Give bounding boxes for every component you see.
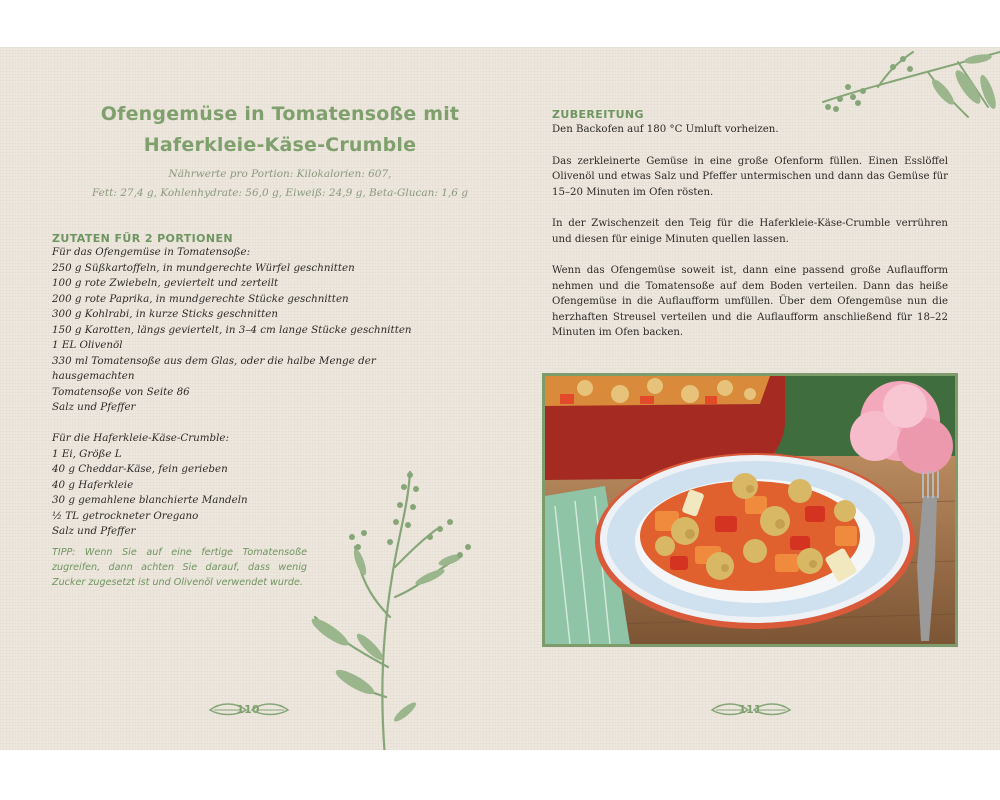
nutrition-line-2: Fett: 27,4 g, Kohlenhydrate: 56,0 g, Eiweiß: 24,9 g, Beta-Glucan: 1,6 g [91, 187, 469, 199]
ingredient-item: 330 ml Tomatensoße aus dem Glas, oder die halbe Menge der hausgemachten [52, 354, 376, 382]
ingredient-item: 30 g gemahlene blanchierte Mandeln [52, 494, 248, 506]
preparation-section [552, 107, 948, 357]
book-spread [0, 47, 1000, 750]
ingredients-heading: ZUTATEN FÜR 2 PORTIONEN [52, 232, 233, 245]
preparation-step: Wenn das Ofengemüse soweit ist, dann eine passend große Auflaufform nehmen und die Tomatensoße auf dem Boden verteilen. Dann das heiße Ofengemüse in die Auflaufform umfüllen. Über dem Ofengemüse nun die herzhaften Streusel verteilen und die Auflaufform anschließend für 18–22 Minuten im Ofen backen. [552, 265, 948, 338]
recipe-title [60, 99, 500, 161]
group1-list [52, 261, 452, 416]
ingredient-item: 100 g rote Zwiebeln, geviertelt und zerteilt [52, 277, 279, 289]
preparation-step: Den Backofen auf 180 °C Umluft vorheizen. [552, 124, 779, 135]
ingredient-item: Tomatensoße von Seite 86 [52, 385, 190, 398]
page-number-left: 110 [236, 703, 260, 716]
nutrition-line-1: Nährwerte pro Portion: Kilokalorien: 607, [168, 168, 392, 180]
ingredient-item: Salz und Pfeffer [52, 401, 136, 413]
preparation-step: In der Zwischenzeit den Teig für die Haferkleie-Käse-Crumble verrühren und diesen für einige Minuten quellen lassen. [552, 218, 948, 245]
dish-photo [542, 373, 958, 647]
ingredient-item: ½ TL getrockneter Oregano [52, 509, 199, 522]
tip-text: TIPP: Wenn Sie auf eine fertige Tomatensoße zugreifen, dann achten Sie darauf, dass wenig Zucker zugesetzt ist und Olivenöl verwendet wurde. [52, 547, 307, 588]
nutrition-info [60, 165, 500, 203]
title-line-2: Haferkleie-Käse-Crumble [143, 134, 417, 156]
ingredient-item: 200 g rote Paprika, in mundgerechte Stücke geschnitten [52, 292, 349, 305]
ingredient-item: 1 Ei, Größe L [52, 447, 122, 460]
leaf-ornament-icon [250, 702, 290, 718]
page-number-right: 111 [738, 703, 762, 716]
ingredient-item: 300 g Kohlrabi, in kurze Sticks geschnitten [52, 308, 278, 320]
herb-sprig-icon [300, 467, 490, 750]
title-line-1: Ofengemüse in Tomatensoße mit [100, 103, 460, 125]
group1-heading: Für das Ofengemüse in Tomatensoße: [52, 246, 251, 258]
preparation-heading: ZUBEREITUNG [552, 108, 644, 121]
ingredient-item: 150 g Karotten, längs geviertelt, in 3–4 cm lange Stücke geschnitten [52, 323, 412, 336]
ingredient-item: Salz und Pfeffer [52, 525, 136, 537]
dish-photo-illustration [545, 376, 955, 644]
ingredient-item: 250 g Süßkartoffeln, in mundgerechte Würfel geschnitten [52, 261, 355, 274]
leaf-ornament-icon [752, 702, 792, 718]
ingredient-item: 40 g Haferkleie [52, 478, 134, 491]
ingredient-item: 40 g Cheddar-Käse, fein gerieben [52, 463, 228, 475]
group2-heading: Für die Haferkleie-Käse-Crumble: [52, 432, 229, 444]
ingredient-item: 1 EL Olivenöl [52, 339, 123, 351]
preparation-step: Das zerkleinerte Gemüse in eine große Ofenform füllen. Einen Esslöffel Olivenöl und etwas Salz und Pfeffer untermischen und dann das Gemüse für 15–20 Minuten im Ofen rösten. [552, 155, 948, 198]
